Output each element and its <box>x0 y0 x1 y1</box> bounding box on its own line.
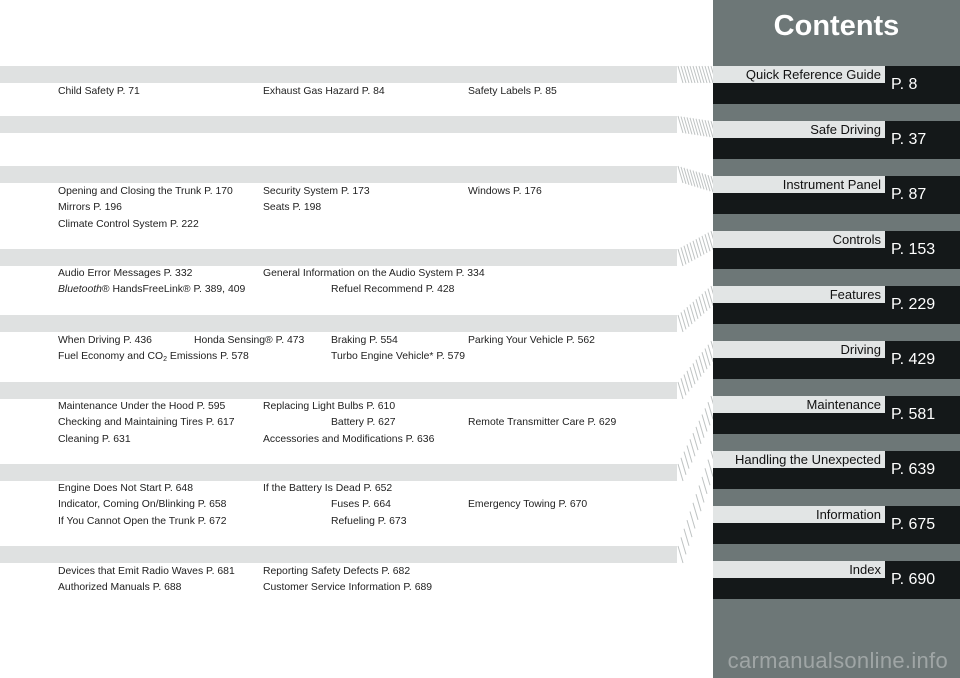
tab-page-number: P. 153 <box>885 231 960 269</box>
hatch-line <box>678 546 683 563</box>
toc-link-general-audio[interactable]: General Information on the Audio System P. 334 <box>263 268 485 279</box>
band-connector-hatch <box>677 164 713 195</box>
tab-dark-strip <box>713 138 885 159</box>
toc-link-when-driving[interactable]: When Driving P. 436 <box>58 335 152 346</box>
tab-dark-strip <box>713 83 885 104</box>
tab-label: Maintenance <box>806 397 881 412</box>
hatch-line <box>681 378 686 395</box>
hatch-line <box>699 356 704 373</box>
tab-label: Driving <box>840 342 881 357</box>
band-connector-hatch <box>677 114 713 140</box>
hatch-line <box>702 173 707 190</box>
toc-link-refuel-recommend[interactable]: Refuel Recommend P. 428 <box>331 284 455 295</box>
tab-index[interactable] <box>713 561 960 599</box>
tab-dark-strip <box>713 358 885 379</box>
hatch-line <box>702 415 707 432</box>
toc-link-handsfreelink[interactable] <box>58 283 245 297</box>
toc-link-tires[interactable]: Checking and Maintaining Tires P. 617 <box>58 417 235 428</box>
tab-label: Safe Driving <box>810 122 881 137</box>
hatch-line <box>705 468 710 485</box>
tab-dark-strip <box>713 468 885 489</box>
hatch-line <box>684 375 689 392</box>
co2-subscript: 2 <box>163 356 168 363</box>
toc-link-fuel-economy[interactable] <box>58 350 249 367</box>
toc-link-audio-error[interactable]: Audio Error Messages P. 332 <box>58 268 193 279</box>
tab-dark-strip <box>713 303 885 324</box>
tab-page-number: P. 690 <box>885 561 960 599</box>
hatch-line <box>705 120 710 137</box>
hatch-line <box>690 511 695 528</box>
hatch-line <box>687 371 692 388</box>
tab-label: Information <box>815 507 881 522</box>
hatch-line <box>678 116 683 133</box>
toc-link-exhaust-gas[interactable]: Exhaust Gas Hazard P. 84 <box>263 86 385 97</box>
contents-title: Contents <box>773 10 900 42</box>
toc-link-windows[interactable]: Windows P. 176 <box>468 186 542 197</box>
tab-page-number: P. 87 <box>885 176 960 214</box>
section-band-controls <box>0 249 677 266</box>
hatch-line <box>684 168 689 185</box>
contents-sidebar <box>713 0 960 678</box>
toc-link-battery-dead[interactable]: If the Battery Is Dead P. 652 <box>263 483 393 494</box>
tab-dark-strip <box>713 413 885 434</box>
section-band-features <box>0 315 677 332</box>
band-connector-hatch <box>677 64 713 85</box>
toc-link-parking[interactable]: Parking Your Vehicle P. 562 <box>468 335 595 346</box>
hatch-graphic <box>677 114 713 140</box>
tab-dark-strip <box>713 193 885 214</box>
tab-maintenance[interactable] <box>713 396 960 434</box>
tab-page-number: P. 37 <box>885 121 960 159</box>
tab-label: Handling the Unexpected <box>735 452 881 467</box>
hatch-line <box>696 360 701 377</box>
toc-link-seats[interactable]: Seats P. 198 <box>263 202 322 213</box>
hatch-graphic <box>677 284 713 334</box>
hatch-line <box>696 427 701 444</box>
watermark-text: carmanualsonline.info <box>727 648 948 673</box>
tab-dark-strip <box>713 578 885 599</box>
section-band-maintenance <box>0 464 677 481</box>
band-connector-hatch <box>677 284 713 334</box>
hatch-line <box>693 503 698 520</box>
band-connector-hatch <box>677 339 713 401</box>
toc-link-cleaning[interactable]: Cleaning P. 631 <box>58 434 131 445</box>
toc-link-security-system[interactable]: Security System P. 173 <box>263 186 370 197</box>
hatch-graphic <box>677 164 713 195</box>
fuel-economy-suffix: Emissions P. 578 <box>167 351 249 362</box>
hatch-graphic <box>677 64 713 85</box>
hatch-line <box>696 171 701 188</box>
toc-link-towing[interactable]: Emergency Towing P. 670 <box>468 499 588 510</box>
hatch-line <box>678 166 683 183</box>
toc-link-honda-sensing[interactable]: Honda Sensing® P. 473 <box>194 335 305 346</box>
tab-label: Quick Reference Guide <box>745 67 881 82</box>
tab-label: Controls <box>832 232 881 247</box>
toc-link-authorized-manuals[interactable]: Authorized Manuals P. 688 <box>58 582 182 593</box>
hatch-line <box>687 169 692 186</box>
toc-link-safety-labels[interactable]: Safety Labels P. 85 <box>468 86 557 97</box>
toc-link-cannot-open-trunk[interactable]: If You Cannot Open the Trunk P. 672 <box>58 516 227 527</box>
toc-link-mirrors[interactable]: Mirrors P. 196 <box>58 202 122 213</box>
section-band-instrument-panel <box>0 166 677 183</box>
tab-page-number: P. 581 <box>885 396 960 434</box>
bluetooth-brand-text: Bluetooth <box>58 284 102 295</box>
hatch-line <box>705 348 710 365</box>
hatch-line <box>699 421 704 438</box>
hatch-graphic <box>677 339 713 401</box>
tab-label: Index <box>849 562 881 577</box>
tab-features[interactable] <box>713 286 960 324</box>
section-band-unexpected <box>0 546 677 563</box>
hatch-line <box>681 116 686 133</box>
toc-link-fuses[interactable]: Fuses P. 664 <box>331 499 391 510</box>
toc-link-accessories[interactable]: Accessories and Modifications P. 636 <box>263 434 435 445</box>
hatch-line <box>681 167 686 184</box>
hatch-line <box>696 494 701 511</box>
hatch-line <box>687 117 692 134</box>
hatch-line <box>699 119 704 136</box>
toc-link-child-safety[interactable]: Child Safety P. 71 <box>58 86 140 97</box>
hatch-line <box>699 486 704 503</box>
hatch-line <box>693 433 698 450</box>
hatch-line <box>690 367 695 384</box>
tab-page-number: P. 639 <box>885 451 960 489</box>
toc-link-turbo[interactable]: Turbo Engine Vehicle* P. 579 <box>331 351 466 362</box>
toc-link-radio-waves[interactable]: Devices that Emit Radio Waves P. 681 <box>58 566 235 577</box>
hatch-line <box>690 118 695 135</box>
hatch-line <box>684 529 689 546</box>
hatch-line <box>693 118 698 135</box>
hatch-line <box>687 520 692 537</box>
tab-page-number: P. 675 <box>885 506 960 544</box>
hatch-line <box>681 537 686 554</box>
handsfreelink-text: ® HandsFreeLink® P. 389, 409 <box>101 284 246 295</box>
toc-link-braking[interactable]: Braking P. 554 <box>331 335 398 346</box>
fuel-economy-prefix: Fuel Economy and CO <box>58 351 164 362</box>
toc-link-under-hood[interactable]: Maintenance Under the Hood P. 595 <box>58 401 226 412</box>
tab-handling-the-unexpected[interactable] <box>713 451 960 489</box>
tab-instrument-panel[interactable] <box>713 176 960 214</box>
hatch-line <box>696 119 701 136</box>
tab-dark-strip <box>713 248 885 269</box>
section-band-driving <box>0 382 677 399</box>
tab-information[interactable] <box>713 506 960 544</box>
tab-controls[interactable] <box>713 231 960 269</box>
tab-quick-reference-guide[interactable] <box>713 66 960 104</box>
hatch-line <box>702 352 707 369</box>
tab-safe-driving[interactable] <box>713 121 960 159</box>
tab-driving[interactable] <box>713 341 960 379</box>
hatch-line <box>705 408 710 425</box>
tab-page-number: P. 429 <box>885 341 960 379</box>
toc-link-safety-defects[interactable]: Reporting Safety Defects P. 682 <box>263 566 411 577</box>
toc-link-opening-trunk[interactable]: Opening and Closing the Trunk P. 170 <box>58 186 233 197</box>
hatch-line <box>690 170 695 187</box>
band-connector-hatch <box>677 229 713 268</box>
tab-label: Features <box>829 287 881 302</box>
hatch-line <box>699 172 704 189</box>
toc-link-remote-care[interactable]: Remote Transmitter Care P. 629 <box>468 417 617 428</box>
hatch-line <box>693 363 698 380</box>
toc-link-battery[interactable]: Battery P. 627 <box>331 417 396 428</box>
hatch-line <box>693 171 698 188</box>
toc-link-climate-control[interactable]: Climate Control System P. 222 <box>58 219 199 230</box>
toc-link-engine-not-start[interactable]: Engine Does Not Start P. 648 <box>58 483 193 494</box>
hatch-graphic <box>677 449 713 565</box>
tab-page-number: P. 229 <box>885 286 960 324</box>
toc-link-indicator[interactable]: Indicator, Coming On/Blinking P. 658 <box>58 499 227 510</box>
hatch-line <box>702 120 707 137</box>
tab-dark-strip <box>713 523 885 544</box>
hatch-graphic <box>677 229 713 268</box>
tab-page-number: P. 8 <box>885 66 960 104</box>
hatch-line <box>684 117 689 134</box>
toc-link-customer-service[interactable]: Customer Service Information P. 689 <box>263 582 433 593</box>
band-connector-hatch <box>677 449 713 565</box>
section-band-safe-driving <box>0 116 677 133</box>
toc-link-light-bulbs[interactable]: Replacing Light Bulbs P. 610 <box>263 401 396 412</box>
section-band-quick-reference <box>0 66 677 83</box>
tab-label: Instrument Panel <box>782 177 881 192</box>
toc-link-refueling[interactable]: Refueling P. 673 <box>331 516 407 527</box>
hatch-line <box>705 174 710 191</box>
hatch-line <box>702 477 707 494</box>
